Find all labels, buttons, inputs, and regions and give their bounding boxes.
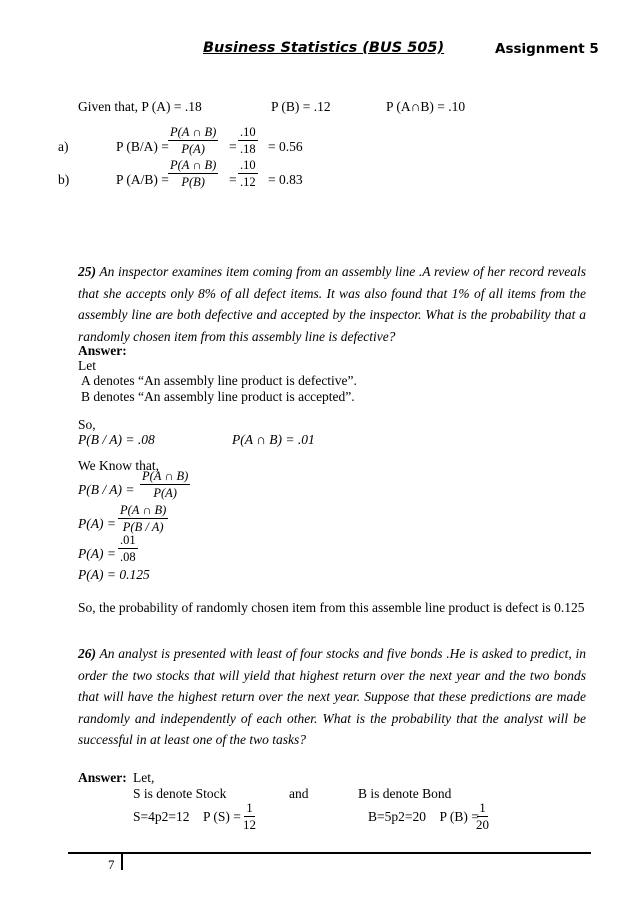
q25-we-know: We Know that, [78,458,160,473]
q25-f1-lhs: P(B / A) = [78,482,135,497]
q25-def-a: A denotes “An assembly line product is defective”. [81,373,357,388]
part-b-lhs: P (A/B) = [116,172,169,187]
q25-so: So, [78,417,96,432]
part-b-value-num: .10 [240,158,256,172]
part-b-numerator: P(A ∩ B) [170,158,217,172]
q25-f1-num: P(A ∩ B) [142,469,189,483]
given-pb: P (B) = .12 [271,99,331,114]
part-a-value-fraction [238,125,258,156]
footer-rule [68,852,591,854]
q26-s-num: 1 [246,800,253,815]
q25-f2-fraction [118,503,168,534]
question-25 [78,261,586,347]
q26-b-den: 20 [476,817,489,832]
q25-pab: P(A ∩ B) = .01 [232,432,315,447]
part-a-value-num: .10 [240,125,256,139]
q25-f4: P(A) = 0.125 [78,567,150,582]
q25-f3-num: .01 [120,533,136,547]
part-a-denominator: P(A) [181,142,205,156]
footer-divider [121,852,123,870]
q26-b-def: B is denote Bond [358,786,452,801]
part-a-label: a) [58,139,69,154]
given-pa: Given that, P (A) = .18 [78,99,202,114]
part-a-numerator: P(A ∩ B) [170,125,217,139]
assignment-label: Assignment 5 [495,41,599,57]
question-25-number: 25) [78,264,96,279]
part-b-value-den: .12 [240,175,256,189]
q26-s-den: 12 [243,817,256,832]
q25-conclusion: So, the probability of randomly chosen item from this assemble line product is defect is 0.125 [78,600,585,615]
part-a-equals: = [229,139,237,154]
part-b-denominator: P(B) [181,175,205,189]
q25-f1-den: P(A) [153,486,177,500]
given-pab: P (A∩B) = .10 [386,99,466,114]
q26-let: Let, [133,770,155,785]
q25-f2-den: P(B / A) [122,520,164,534]
q25-f2-num: P(A ∩ B) [120,503,167,517]
question-26-number: 26) [78,646,96,661]
part-b-equals: = [229,172,237,187]
q25-answer-label: Answer: [78,343,127,358]
document-title: Business Statistics (BUS 505) [203,40,445,56]
part-a-result: = 0.56 [268,139,303,154]
q25-f2-lhs: P(A) = [78,516,116,531]
q25-f3-den: .08 [120,550,136,564]
q26-answer-label: Answer: [78,770,127,785]
question-26-text: An analyst is presented with least of four stocks and five bonds .He is asked to predict, in order the two stocks that will yield that highest return over the next year and the two bonds that will have the highest return over the next year. Suppose that these predictions are made randomly and independently of each other. What is the probability that the analyst will be successful in at least one of the two tasks? [78,646,586,747]
q26-s-def: S is denote Stock [133,786,227,801]
q26-and: and [289,786,309,801]
q26-s-calc: S=4p2=12 P (S) = [133,809,241,824]
question-25-text: An inspector examines item coming from an assembly line .A review of her record reveals that she accepts only 8% of all defect items. It was also found that 1% of all items from the assembly line are both defective and accepted by the inspector. What is the probability that a randomly chosen item from this assembly line is defective? [78,264,586,344]
part-b-result: = 0.83 [268,172,303,187]
q25-f3-fraction [118,533,138,564]
part-a-lhs: P (B/A) = [116,139,169,154]
q25-f3-lhs: P(A) = [78,546,116,561]
part-b-fraction [168,158,218,189]
q26-b-num: 1 [479,800,486,815]
q25-pba: P(B / A) = .08 [78,432,155,447]
q26-b-fraction [476,801,489,832]
part-a-fraction [168,125,218,156]
part-b-label: b) [58,172,70,187]
page-number: 7 [108,857,115,872]
question-26 [78,643,586,751]
part-b-value-fraction [238,158,258,189]
q25-f1-fraction [140,469,190,500]
q25-def-b: B denotes “An assembly line product is accepted”. [81,389,355,404]
part-a-value-den: .18 [240,142,256,156]
q26-b-calc: B=5p2=20 P (B) = [368,809,479,824]
q26-s-fraction [243,801,256,832]
q25-let: Let [78,358,96,373]
